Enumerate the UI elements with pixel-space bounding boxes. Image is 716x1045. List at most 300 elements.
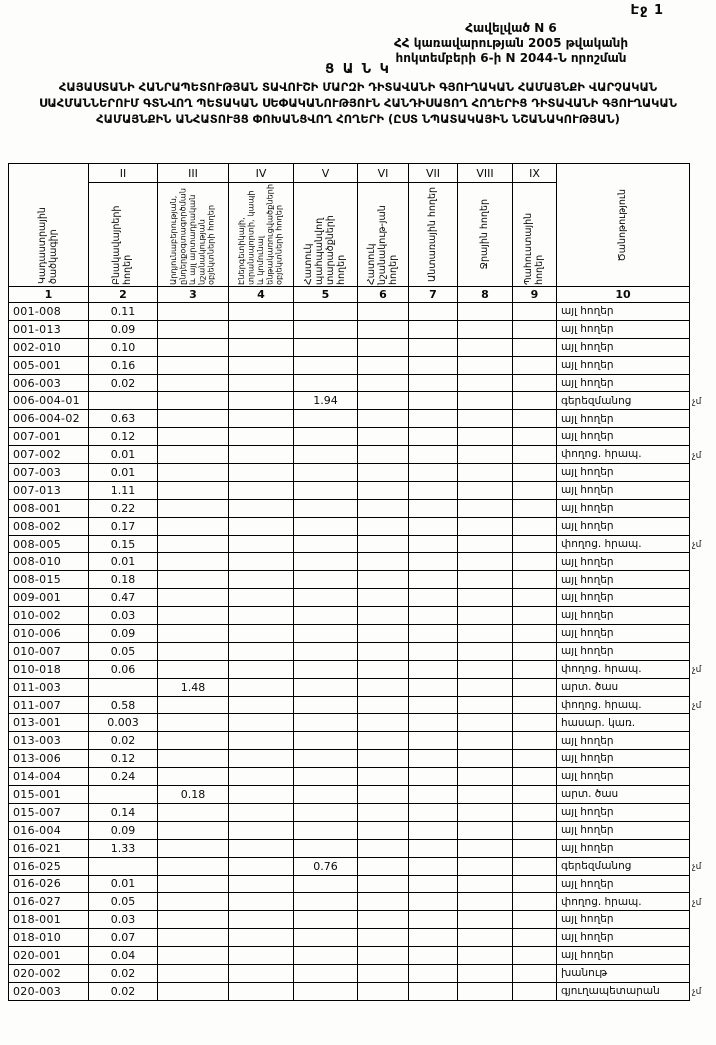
note-cell: այլ հողեր [557,410,690,428]
table-row [9,392,716,410]
note-cell: հասար. կառ. [557,714,690,732]
page-margin-cell [690,553,716,571]
protected-area-cell [294,464,358,482]
settlement-area-cell: 0.07 [89,929,158,947]
cadastral-code-cell: 005-001 [9,356,89,374]
energy-transport-area-cell [229,481,294,499]
industrial-area-cell [158,660,229,678]
water-area-cell [458,786,513,804]
column-number: 8 [458,287,513,303]
settlement-area-cell: 0.05 [89,893,158,911]
energy-transport-area-cell [229,499,294,517]
page-margin-cell [690,446,716,464]
reserve-area-cell [513,857,557,875]
forest-area-cell [409,696,458,714]
forest-area-cell [409,303,458,321]
special-purpose-area-cell [358,857,409,875]
table-row [9,768,716,786]
forest-area-cell [409,553,458,571]
water-area-cell [458,607,513,625]
forest-area-cell [409,929,458,947]
page-margin-cell [690,464,716,482]
reserve-area-cell [513,464,557,482]
settlement-area-cell: 0.03 [89,607,158,625]
cadastral-code-cell: 013-001 [9,714,89,732]
special-purpose-area-cell [358,410,409,428]
water-area-cell [458,499,513,517]
note-cell: փողոց. հրապ. [557,660,690,678]
cadastral-code-cell: 015-007 [9,803,89,821]
note-cell: փողոց. հրապ. [557,893,690,911]
table-row [9,338,716,356]
page-margin-cell [690,893,716,911]
energy-transport-area-cell [229,947,294,965]
reserve-area-cell [513,678,557,696]
reserve-area-cell [513,446,557,464]
note-cell: փողոց. հրապ. [557,446,690,464]
page-margin-cell [690,320,716,338]
energy-transport-area-cell [229,410,294,428]
reserve-area-cell [513,625,557,643]
special-purpose-area-cell [358,625,409,643]
energy-transport-area-cell [229,821,294,839]
industrial-area-cell [158,732,229,750]
page-margin-cell [690,625,716,643]
table-row [9,464,716,482]
reserve-area-cell [513,374,557,392]
forest-area-cell [409,392,458,410]
water-area-cell [458,768,513,786]
page-margin-cell [690,428,716,446]
water-area-cell [458,374,513,392]
page-margin-cell [690,732,716,750]
table-row [9,893,716,911]
energy-transport-area-cell [229,696,294,714]
page-margin-cell [690,678,716,696]
column-number: 9 [513,287,557,303]
forest-area-cell [409,481,458,499]
reserve-area-cell [513,947,557,965]
energy-transport-area-cell [229,607,294,625]
page-margin-cell [690,768,716,786]
protected-area-cell: 0.76 [294,857,358,875]
table-row [9,499,716,517]
settlement-area-cell: 0.58 [89,696,158,714]
settlement-area-cell: 0.12 [89,428,158,446]
energy-transport-area-cell [229,911,294,929]
special-purpose-area-cell [358,893,409,911]
page-margin-cell [690,857,716,875]
note-cell: այլ հողեր [557,732,690,750]
water-area-cell [458,517,513,535]
table-row [9,625,716,643]
protected-area-cell [294,696,358,714]
cadastral-code-cell: 011-007 [9,696,89,714]
protected-area-cell [294,499,358,517]
protected-area-cell [294,446,358,464]
reserve-area-cell [513,964,557,982]
cadastral-code-cell: 010-018 [9,660,89,678]
page-number: Էջ 1 [630,3,664,18]
settlement-area-cell: 0.06 [89,660,158,678]
settlement-area-cell: 0.01 [89,464,158,482]
settlement-area-cell: 0.09 [89,320,158,338]
page-margin-cell [690,875,716,893]
reserve-area-cell [513,338,557,356]
special-purpose-area-cell [358,714,409,732]
column-header-note: Ծանոթություն [557,164,690,287]
table-row [9,607,716,625]
water-area-cell [458,839,513,857]
margin-annotation: չմ [692,540,702,551]
water-area-cell [458,696,513,714]
protected-area-cell [294,553,358,571]
reserve-area-cell [513,428,557,446]
table-row [9,821,716,839]
protected-area-cell [294,571,358,589]
note-cell: գերեզմանոց [557,857,690,875]
page-margin-cell [690,642,716,660]
forest-area-cell [409,356,458,374]
special-purpose-area-cell [358,947,409,965]
note-cell: այլ հողեր [557,821,690,839]
cadastral-code-cell: 008-015 [9,571,89,589]
column-header-settlement-lands: Բնակավայրերի հողեր [89,183,158,287]
column-header-cadastral-code: Կադաստրային ծածկագիր [9,164,89,287]
table-row [9,517,716,535]
industrial-area-cell [158,410,229,428]
table-header [9,164,716,303]
page-margin-cell [690,821,716,839]
margin-annotation: չմ [692,862,702,873]
table-row [9,589,716,607]
water-area-cell [458,821,513,839]
cadastral-code-cell: 020-003 [9,982,89,1000]
roman-numeral: III [158,164,229,183]
water-area-cell [458,875,513,893]
industrial-area-cell [158,642,229,660]
note-cell: այլ հողեր [557,803,690,821]
forest-area-cell [409,947,458,965]
protected-area-cell [294,982,358,1000]
settlement-area-cell: 0.16 [89,356,158,374]
page-margin-cell [690,660,716,678]
energy-transport-area-cell [229,338,294,356]
protected-area-cell [294,803,358,821]
special-purpose-area-cell [358,660,409,678]
reserve-area-cell [513,714,557,732]
protected-area-cell [294,964,358,982]
reserve-area-cell [513,982,557,1000]
cadastral-code-cell: 006-003 [9,374,89,392]
settlement-area-cell: 0.47 [89,589,158,607]
water-area-cell [458,750,513,768]
cadastral-code-cell: 002-010 [9,338,89,356]
reserve-area-cell [513,786,557,804]
cadastral-code-cell: 011-003 [9,678,89,696]
doc-title: Ց Ա Ն Կ [325,62,391,77]
column-header-industrial-lands: Արդյունաբերության, ընդերքօգտագործման և այլ արտադրական նշանակության օբյեկտների հողեր [158,183,229,287]
forest-area-cell [409,750,458,768]
reserve-area-cell [513,553,557,571]
roman-numeral: IX [513,164,557,183]
water-area-cell [458,428,513,446]
reserve-area-cell [513,803,557,821]
reserve-area-cell [513,303,557,321]
water-area-cell [458,571,513,589]
settlement-area-cell: 0.01 [89,875,158,893]
protected-area-cell [294,839,358,857]
water-area-cell [458,911,513,929]
special-purpose-area-cell [358,553,409,571]
industrial-area-cell [158,625,229,643]
energy-transport-area-cell [229,714,294,732]
industrial-area-cell [158,947,229,965]
table-row [9,786,716,804]
special-purpose-area-cell [358,517,409,535]
forest-area-cell [409,642,458,660]
forest-area-cell [409,535,458,553]
settlement-area-cell [89,392,158,410]
special-purpose-area-cell [358,356,409,374]
industrial-area-cell [158,982,229,1000]
page-margin-cell [690,589,716,607]
column-number: 6 [358,287,409,303]
protected-area-cell [294,660,358,678]
industrial-area-cell [158,464,229,482]
page-margin-cell [690,481,716,499]
page-margin [690,164,716,303]
column-header-energy-transport-lands: Էներգետիկայի, տրանսպորտի, կապի և կոմունալ ենթակառուցվածքների օբյեկտների հողեր [229,183,294,287]
industrial-area-cell [158,499,229,517]
cadastral-code-cell: 013-006 [9,750,89,768]
industrial-area-cell [158,392,229,410]
note-cell: գերեզմանոց [557,392,690,410]
note-cell: գյուղապետարան [557,982,690,1000]
reserve-area-cell [513,571,557,589]
reserve-area-cell [513,660,557,678]
energy-transport-area-cell [229,875,294,893]
energy-transport-area-cell [229,786,294,804]
water-area-cell [458,320,513,338]
table-row [9,875,716,893]
note-cell: այլ հողեր [557,374,690,392]
annex-line: հոկտեմբերի 6-ի N 2044-Ն որոշման [395,51,627,65]
reserve-area-cell [513,696,557,714]
page-margin-cell [690,750,716,768]
forest-area-cell [409,982,458,1000]
settlement-area-cell: 0.003 [89,714,158,732]
protected-area-cell [294,428,358,446]
industrial-area-cell: 0.18 [158,786,229,804]
page-margin-cell [690,982,716,1000]
reserve-area-cell [513,768,557,786]
settlement-area-cell: 0.01 [89,446,158,464]
note-cell: այլ հողեր [557,517,690,535]
protected-area-cell [294,642,358,660]
settlement-area-cell: 0.03 [89,911,158,929]
note-cell: այլ հողեր [557,553,690,571]
special-purpose-area-cell [358,535,409,553]
water-area-cell [458,481,513,499]
table-row [9,374,716,392]
special-purpose-area-cell [358,446,409,464]
cadastral-code-cell: 020-002 [9,964,89,982]
settlement-area-cell: 0.14 [89,803,158,821]
energy-transport-area-cell [229,732,294,750]
energy-transport-area-cell [229,374,294,392]
forest-area-cell [409,499,458,517]
forest-area-cell [409,660,458,678]
cadastral-code-cell: 009-001 [9,589,89,607]
page-margin-cell [690,356,716,374]
industrial-area-cell [158,553,229,571]
page-margin-cell [690,571,716,589]
table-row [9,535,716,553]
energy-transport-area-cell [229,660,294,678]
note-cell: այլ հողեր [557,338,690,356]
special-purpose-area-cell [358,982,409,1000]
note-cell: այլ հողեր [557,839,690,857]
forest-area-cell [409,607,458,625]
page-margin-cell [690,535,716,553]
special-purpose-area-cell [358,875,409,893]
settlement-area-cell [89,678,158,696]
forest-area-cell [409,428,458,446]
water-area-cell [458,642,513,660]
cadastral-code-cell: 001-008 [9,303,89,321]
special-purpose-area-cell [358,768,409,786]
forest-area-cell [409,875,458,893]
energy-transport-area-cell [229,839,294,857]
note-cell: այլ հողեր [557,320,690,338]
protected-area-cell [294,410,358,428]
special-purpose-area-cell [358,929,409,947]
energy-transport-area-cell [229,929,294,947]
special-purpose-area-cell [358,589,409,607]
industrial-area-cell [158,356,229,374]
table-row [9,356,716,374]
special-purpose-area-cell [358,696,409,714]
protected-area-cell [294,875,358,893]
forest-area-cell [409,732,458,750]
special-purpose-area-cell [358,839,409,857]
industrial-area-cell [158,964,229,982]
roman-numeral: IV [229,164,294,183]
cadastral-code-cell: 018-010 [9,929,89,947]
cadastral-code-cell: 010-002 [9,607,89,625]
protected-area-cell [294,714,358,732]
special-purpose-area-cell [358,428,409,446]
protected-area-cell [294,356,358,374]
note-cell: փողոց. հրապ. [557,696,690,714]
industrial-area-cell [158,929,229,947]
page-margin-cell [690,338,716,356]
forest-area-cell [409,786,458,804]
protected-area-cell [294,481,358,499]
settlement-area-cell: 1.33 [89,839,158,857]
forest-area-cell [409,839,458,857]
note-cell: այլ հողեր [557,464,690,482]
note-cell: այլ հողեր [557,428,690,446]
forest-area-cell [409,571,458,589]
margin-annotation: չմ [692,987,702,998]
water-area-cell [458,446,513,464]
roman-numeral: VIII [458,164,513,183]
settlement-area-cell: 0.63 [89,410,158,428]
reserve-area-cell [513,535,557,553]
water-area-cell [458,678,513,696]
cadastral-code-cell: 006-004-01 [9,392,89,410]
doc-subtitle: ՀԱՅԱՍՏԱՆԻ ՀԱՆՐԱՊԵՏՈՒԹՅԱՆ ՏԱՎՈՒՇԻ ՄԱՐԶԻ ԴԻՏԱՎԱՆԻ ԳՅՈՒՂԱԿԱՆ ՀԱՄԱՅՆՔԻ ՎԱՐՉԱԿԱՆ ՍԱՀՄԱՆՆԵՐՈՒՄ ԳՏՆՎՈՂ ՊԵՏԱԿԱՆ ՍԵՓԱԿԱՆՈՒԹՅՈՒՆ ՀԱՆԴԻՍԱՑՈՂ ՀՈՂԵՐԻՑ ԴԻՏԱՎԱՆԻ ԳՅՈՒՂԱԿԱՆ ՀԱՄԱՅՆՔԻՆ ԱՆՀԱՏՈՒՅՑ ՓՈԽԱՆՑՎՈՂ ՀՈՂԵՐԻ (ԸՍՏ ՆՊԱՏԱԿԱՅԻՆ ՆՇԱՆԱԿՈՒԹՅԱՆ) [39,80,677,126]
cadastral-code-cell: 007-003 [9,464,89,482]
settlement-area-cell: 1.11 [89,481,158,499]
energy-transport-area-cell [229,964,294,982]
page-margin-cell [690,786,716,804]
forest-area-cell [409,320,458,338]
reserve-area-cell [513,481,557,499]
energy-transport-area-cell [229,428,294,446]
page-margin-cell [690,392,716,410]
energy-transport-area-cell [229,893,294,911]
energy-transport-area-cell [229,517,294,535]
special-purpose-area-cell [358,911,409,929]
cadastral-code-cell: 016-025 [9,857,89,875]
industrial-area-cell [158,589,229,607]
special-purpose-area-cell [358,571,409,589]
water-area-cell [458,356,513,374]
protected-area-cell [294,750,358,768]
margin-annotation: չմ [692,396,702,407]
special-purpose-area-cell [358,803,409,821]
column-numbers-row [9,287,716,303]
settlement-area-cell: 0.09 [89,625,158,643]
table-row [9,696,716,714]
energy-transport-area-cell [229,678,294,696]
energy-transport-area-cell [229,589,294,607]
water-area-cell [458,338,513,356]
column-number: 2 [89,287,158,303]
page-margin-cell [690,696,716,714]
forest-area-cell [409,410,458,428]
energy-transport-area-cell [229,571,294,589]
industrial-area-cell [158,839,229,857]
reserve-area-cell [513,392,557,410]
note-cell: այլ հողեր [557,625,690,643]
column-header-reserve-lands: Պահուստային հողեր [513,183,557,287]
note-cell: խանութ [557,964,690,982]
forest-area-cell [409,714,458,732]
cadastral-code-cell: 016-026 [9,875,89,893]
protected-area-cell: 1.94 [294,392,358,410]
industrial-area-cell [158,911,229,929]
cadastral-code-cell: 016-004 [9,821,89,839]
water-area-cell [458,303,513,321]
reserve-area-cell [513,642,557,660]
reserve-area-cell [513,320,557,338]
table-row [9,714,716,732]
table-row [9,750,716,768]
protected-area-cell [294,821,358,839]
note-cell: այլ հողեր [557,571,690,589]
industrial-area-cell [158,374,229,392]
special-purpose-area-cell [358,481,409,499]
table-row [9,553,716,571]
forest-area-cell [409,964,458,982]
forest-area-cell [409,803,458,821]
settlement-area-cell [89,857,158,875]
cadastral-code-cell: 006-004-02 [9,410,89,428]
